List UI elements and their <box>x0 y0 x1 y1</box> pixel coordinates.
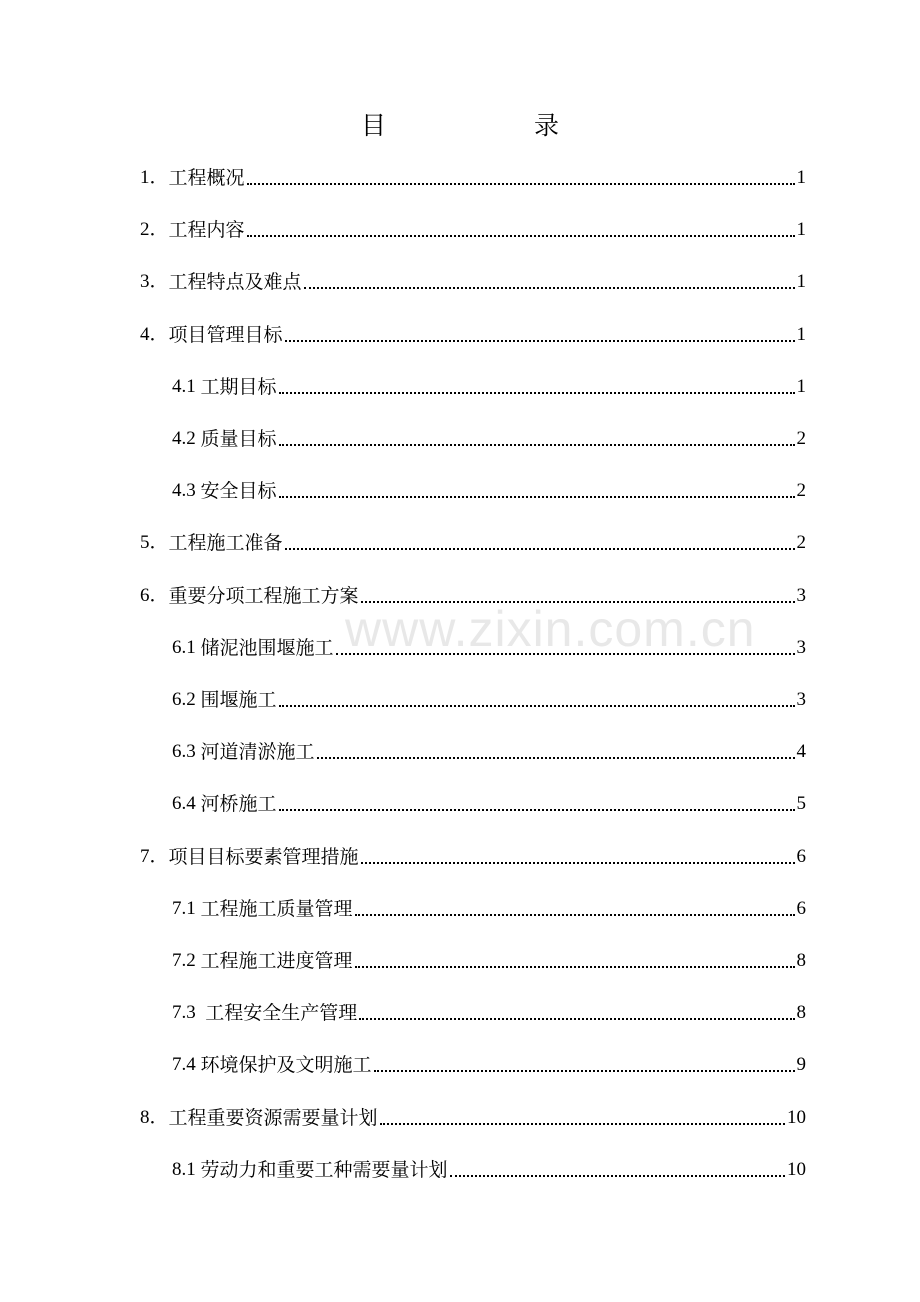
toc-entry-page: 2 <box>796 480 806 502</box>
toc-entry[interactable] <box>0 1047 806 1077</box>
toc-leader-dots <box>355 914 795 916</box>
toc-entry-page: 8 <box>796 950 806 971</box>
toc-entry-page: 1 <box>796 219 806 241</box>
toc-entry[interactable] <box>0 212 806 242</box>
toc-entry-page: 1 <box>796 375 806 397</box>
toc-entry-number: 8.1 <box>172 1158 201 1180</box>
watermark: www.zixin.com.cn <box>345 601 756 657</box>
toc-entry-label: 安全目标 <box>200 480 277 503</box>
toc-leader-dots <box>355 966 795 968</box>
toc-leader-dots <box>359 1018 794 1020</box>
toc-entry-page: 3 <box>796 584 806 606</box>
toc-entry-page: 10 <box>787 1106 806 1128</box>
toc-entry-page: 1 <box>796 271 806 293</box>
toc-entry-number: 4.1 <box>172 375 201 397</box>
toc-leader-dots <box>361 862 795 864</box>
toc-entry[interactable] <box>0 578 806 608</box>
toc-leader-dots <box>285 340 795 342</box>
page-title: 目 录 <box>361 111 629 140</box>
toc-entry[interactable] <box>0 264 806 294</box>
toc-entry[interactable] <box>0 1152 806 1182</box>
toc-entry-label: 项目目标要素管理措施 <box>168 845 359 868</box>
toc-entry-label: 工程施工质量管理 <box>200 897 353 920</box>
toc-entry[interactable] <box>0 786 806 816</box>
toc-entry[interactable] <box>0 369 806 399</box>
toc-leader-dots <box>304 287 795 289</box>
toc-entry-number: 7.3 <box>172 1002 206 1024</box>
toc-entry-label: 重要分项工程施工方案 <box>168 584 359 607</box>
toc-entry[interactable] <box>0 630 806 660</box>
toc-entry-number: 1． <box>140 167 169 188</box>
toc-leader-dots <box>374 1070 795 1072</box>
toc-entry[interactable] <box>0 160 806 190</box>
toc-entry-page: 2 <box>796 532 806 554</box>
toc-entry-number: 5． <box>140 532 169 554</box>
toc-entry-page: 10 <box>787 1158 806 1180</box>
toc-entry[interactable] <box>0 421 806 451</box>
toc-leader-dots <box>247 183 795 185</box>
toc-entry-number: 2． <box>140 219 169 241</box>
toc-leader-dots <box>279 444 795 446</box>
toc-entry-page: 1 <box>796 167 806 188</box>
toc-entry-label: 工程特点及难点 <box>168 271 302 294</box>
toc-leader-dots <box>450 1175 785 1177</box>
toc-entry-page: 6 <box>796 897 806 919</box>
toc-entry-label: 工程安全生产管理 <box>205 1002 358 1025</box>
toc-entry-page: 8 <box>796 1002 806 1024</box>
toc-entry[interactable] <box>0 734 806 764</box>
toc-entry[interactable] <box>0 317 806 347</box>
toc-leader-dots <box>336 653 795 655</box>
toc-entry-number: 7.2 <box>172 950 201 971</box>
toc-entry-page: 6 <box>796 845 806 867</box>
toc-entry-number: 3． <box>140 271 169 293</box>
toc-entry-number: 4.3 <box>172 480 201 502</box>
toc-entry-label: 工程施工准备 <box>168 532 283 555</box>
toc-leader-dots <box>279 705 795 707</box>
toc-entry-number: 7． <box>140 845 169 867</box>
toc-entry-label: 河道清淤施工 <box>200 741 315 764</box>
toc-entry-number: 7.1 <box>172 897 201 919</box>
toc-entry-label: 项目管理目标 <box>168 323 283 346</box>
toc-entry[interactable] <box>0 995 806 1025</box>
toc-entry[interactable] <box>0 1100 806 1130</box>
toc-entry-number: 4.2 <box>172 428 201 449</box>
toc-leader-dots <box>247 235 795 237</box>
toc-entry[interactable] <box>0 473 806 503</box>
toc-entry-page: 9 <box>796 1054 806 1076</box>
toc-entry[interactable] <box>0 525 806 555</box>
toc-entry[interactable] <box>0 891 806 921</box>
toc-entry-label: 储泥池围堰施工 <box>200 636 334 659</box>
toc-leader-dots <box>361 601 795 603</box>
toc-entry-label: 工程内容 <box>168 219 245 242</box>
toc-entry-number: 4． <box>140 323 169 345</box>
toc-entry-label: 工程概况 <box>168 167 245 189</box>
toc-entry-label: 环境保护及文明施工 <box>200 1054 372 1077</box>
toc-leader-dots <box>380 1123 785 1125</box>
toc-leader-dots <box>279 809 795 811</box>
toc-entry-number: 6.3 <box>172 741 201 763</box>
toc-entry-number: 6.1 <box>172 636 201 658</box>
toc-entry[interactable] <box>0 839 806 869</box>
toc-entry-page: 2 <box>796 428 806 449</box>
toc-entry[interactable] <box>0 943 806 973</box>
toc-entry-number: 7.4 <box>172 1054 201 1076</box>
toc-entry-number: 8． <box>140 1106 169 1128</box>
toc-leader-dots <box>285 548 795 550</box>
toc-entry-label: 河桥施工 <box>200 793 277 816</box>
toc-entry-page: 1 <box>796 323 806 345</box>
toc-entry-page: 3 <box>796 636 806 658</box>
toc-entry-page: 5 <box>796 793 806 815</box>
toc-entry-page: 3 <box>796 689 806 710</box>
toc-entry-number: 6． <box>140 584 169 606</box>
toc-entry-label: 劳动力和重要工种需要量计划 <box>200 1158 448 1181</box>
toc-leader-dots <box>279 392 795 394</box>
toc-entry-label: 工程重要资源需要量计划 <box>168 1106 378 1129</box>
toc-entry[interactable] <box>0 682 806 712</box>
toc-entry-number: 6.4 <box>172 793 201 815</box>
toc-entry-label: 围堰施工 <box>200 689 277 711</box>
toc-leader-dots <box>279 496 795 498</box>
toc-entry-label: 质量目标 <box>200 428 277 450</box>
toc-entry-number: 6.2 <box>172 689 201 710</box>
toc-entry-label: 工期目标 <box>200 375 277 398</box>
toc-leader-dots <box>317 757 795 759</box>
toc-entry-label: 工程施工进度管理 <box>200 950 353 972</box>
toc-entry-page: 4 <box>796 741 806 763</box>
